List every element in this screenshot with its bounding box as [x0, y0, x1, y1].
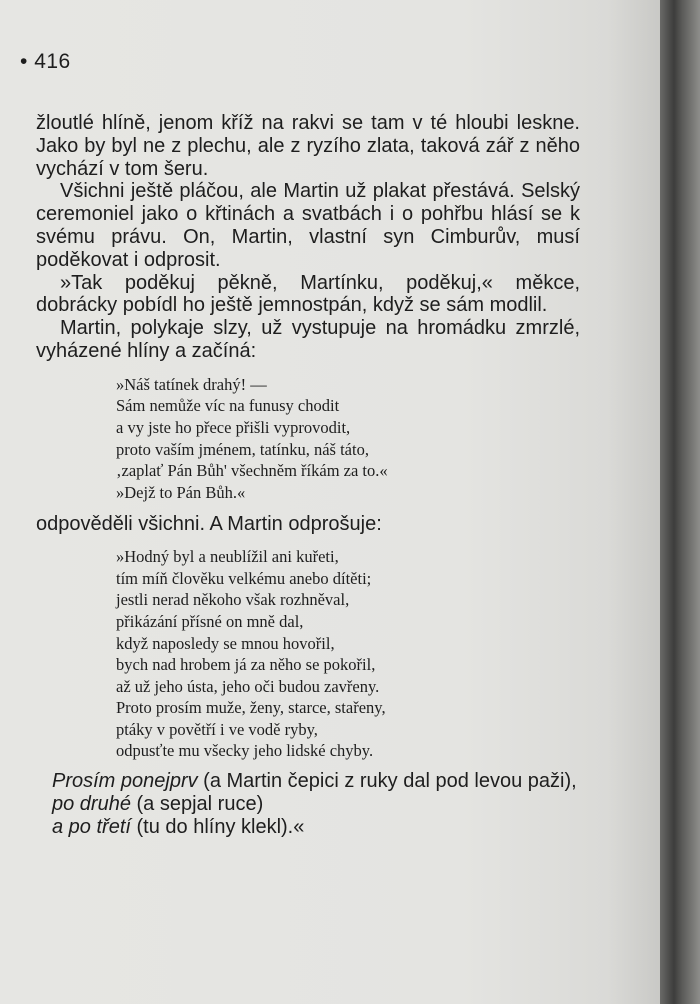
page-number-value: 416	[34, 50, 71, 73]
closing-line-1-rest: (a Martin čepici z ruky dal pod levou paži),	[197, 770, 577, 793]
paragraph-3: »Tak poděkuj pěkně, Martínku, poděkuj,« měkce, dobrácky pobídl ho ještě jemnostpán, když se sám modlil.	[36, 271, 580, 317]
paragraph-1: žloutlé hlíně, jenom kříž na rakvi se tam v té hloubi leskne. Jako by byl ne z plechu, ale z ryzího zlata, taková zář z něho vychází v tom šeru.	[36, 112, 580, 180]
closing-line-1	[36, 770, 580, 793]
closing-line-2	[36, 793, 580, 816]
verse-line: a vy jste ho přece přišli vyprovodit,	[116, 417, 351, 437]
verse-line: až už jeho ústa, jeho oči budou zavřeny.	[116, 676, 380, 696]
verse-line: »Hodný byl a neublížil ani kuřeti,	[116, 547, 339, 567]
closing-line-3-rest: (tu do hlíny klekl).«	[130, 815, 305, 838]
paragraph-5: odpověděli všichni. A Martin odprošuje:	[36, 513, 382, 536]
paragraph-2: Všichni ještě pláčou, ale Martin už plakat přestává. Selský ceremoniel jako o křtinách a svatbách i o pohřbu hlásí se k svému právu. On, Martin, vlastní syn Cimburův, musí poděkovat i odprosit.	[36, 180, 580, 271]
page-number: • 416	[20, 50, 71, 73]
page-body	[36, 112, 580, 838]
verse-line: odpusťte mu všecky jeho lidské chyby.	[116, 741, 374, 761]
closing-line-1-italic: Prosím ponejprv	[52, 770, 198, 793]
closing-lines	[36, 770, 580, 838]
verse-line: proto vaším jménem, tatínku, náš táto,	[116, 439, 369, 459]
verse-line: »Náš tatínek drahý! —	[116, 374, 267, 394]
closing-line-3-italic: a po třetí	[52, 815, 131, 838]
verse-block-thanks	[36, 374, 580, 504]
verse-line: tím míň člověku velkému anebo dítěti;	[116, 568, 372, 588]
verse-line: jestli nerad někoho však rozhněval,	[116, 590, 350, 610]
verse-line: přikázání přísné on mně dal,	[116, 611, 304, 631]
verse-block-apology	[36, 546, 580, 762]
verse-line: »Dejž to Pán Bůh.«	[116, 482, 246, 502]
closing-line-2-italic: po druhé	[52, 792, 131, 815]
verse-line: bych nad hrobem já za něho se pokořil,	[116, 655, 376, 675]
closing-line-3	[36, 816, 580, 839]
closing-line-2-rest: (a sepjal ruce)	[130, 792, 264, 815]
verse-line: ptáky v povětří i ve vodě ryby,	[116, 719, 318, 739]
verse-line: když naposledy se mnou hovořil,	[116, 633, 335, 653]
book-gutter	[660, 0, 700, 1004]
verse-line: Proto prosím muže, ženy, starce, stařeny,	[116, 698, 386, 718]
verse-line: ‚zaplať Pán Bůh' všechněm říkám za to.«	[116, 461, 388, 481]
paragraph-4: Martin, polykaje slzy, už vystupuje na hromádku zmrzlé, vyházené hlíny a začíná:	[36, 317, 580, 362]
verse-line: Sám nemůže víc na funusy chodit	[116, 396, 340, 416]
